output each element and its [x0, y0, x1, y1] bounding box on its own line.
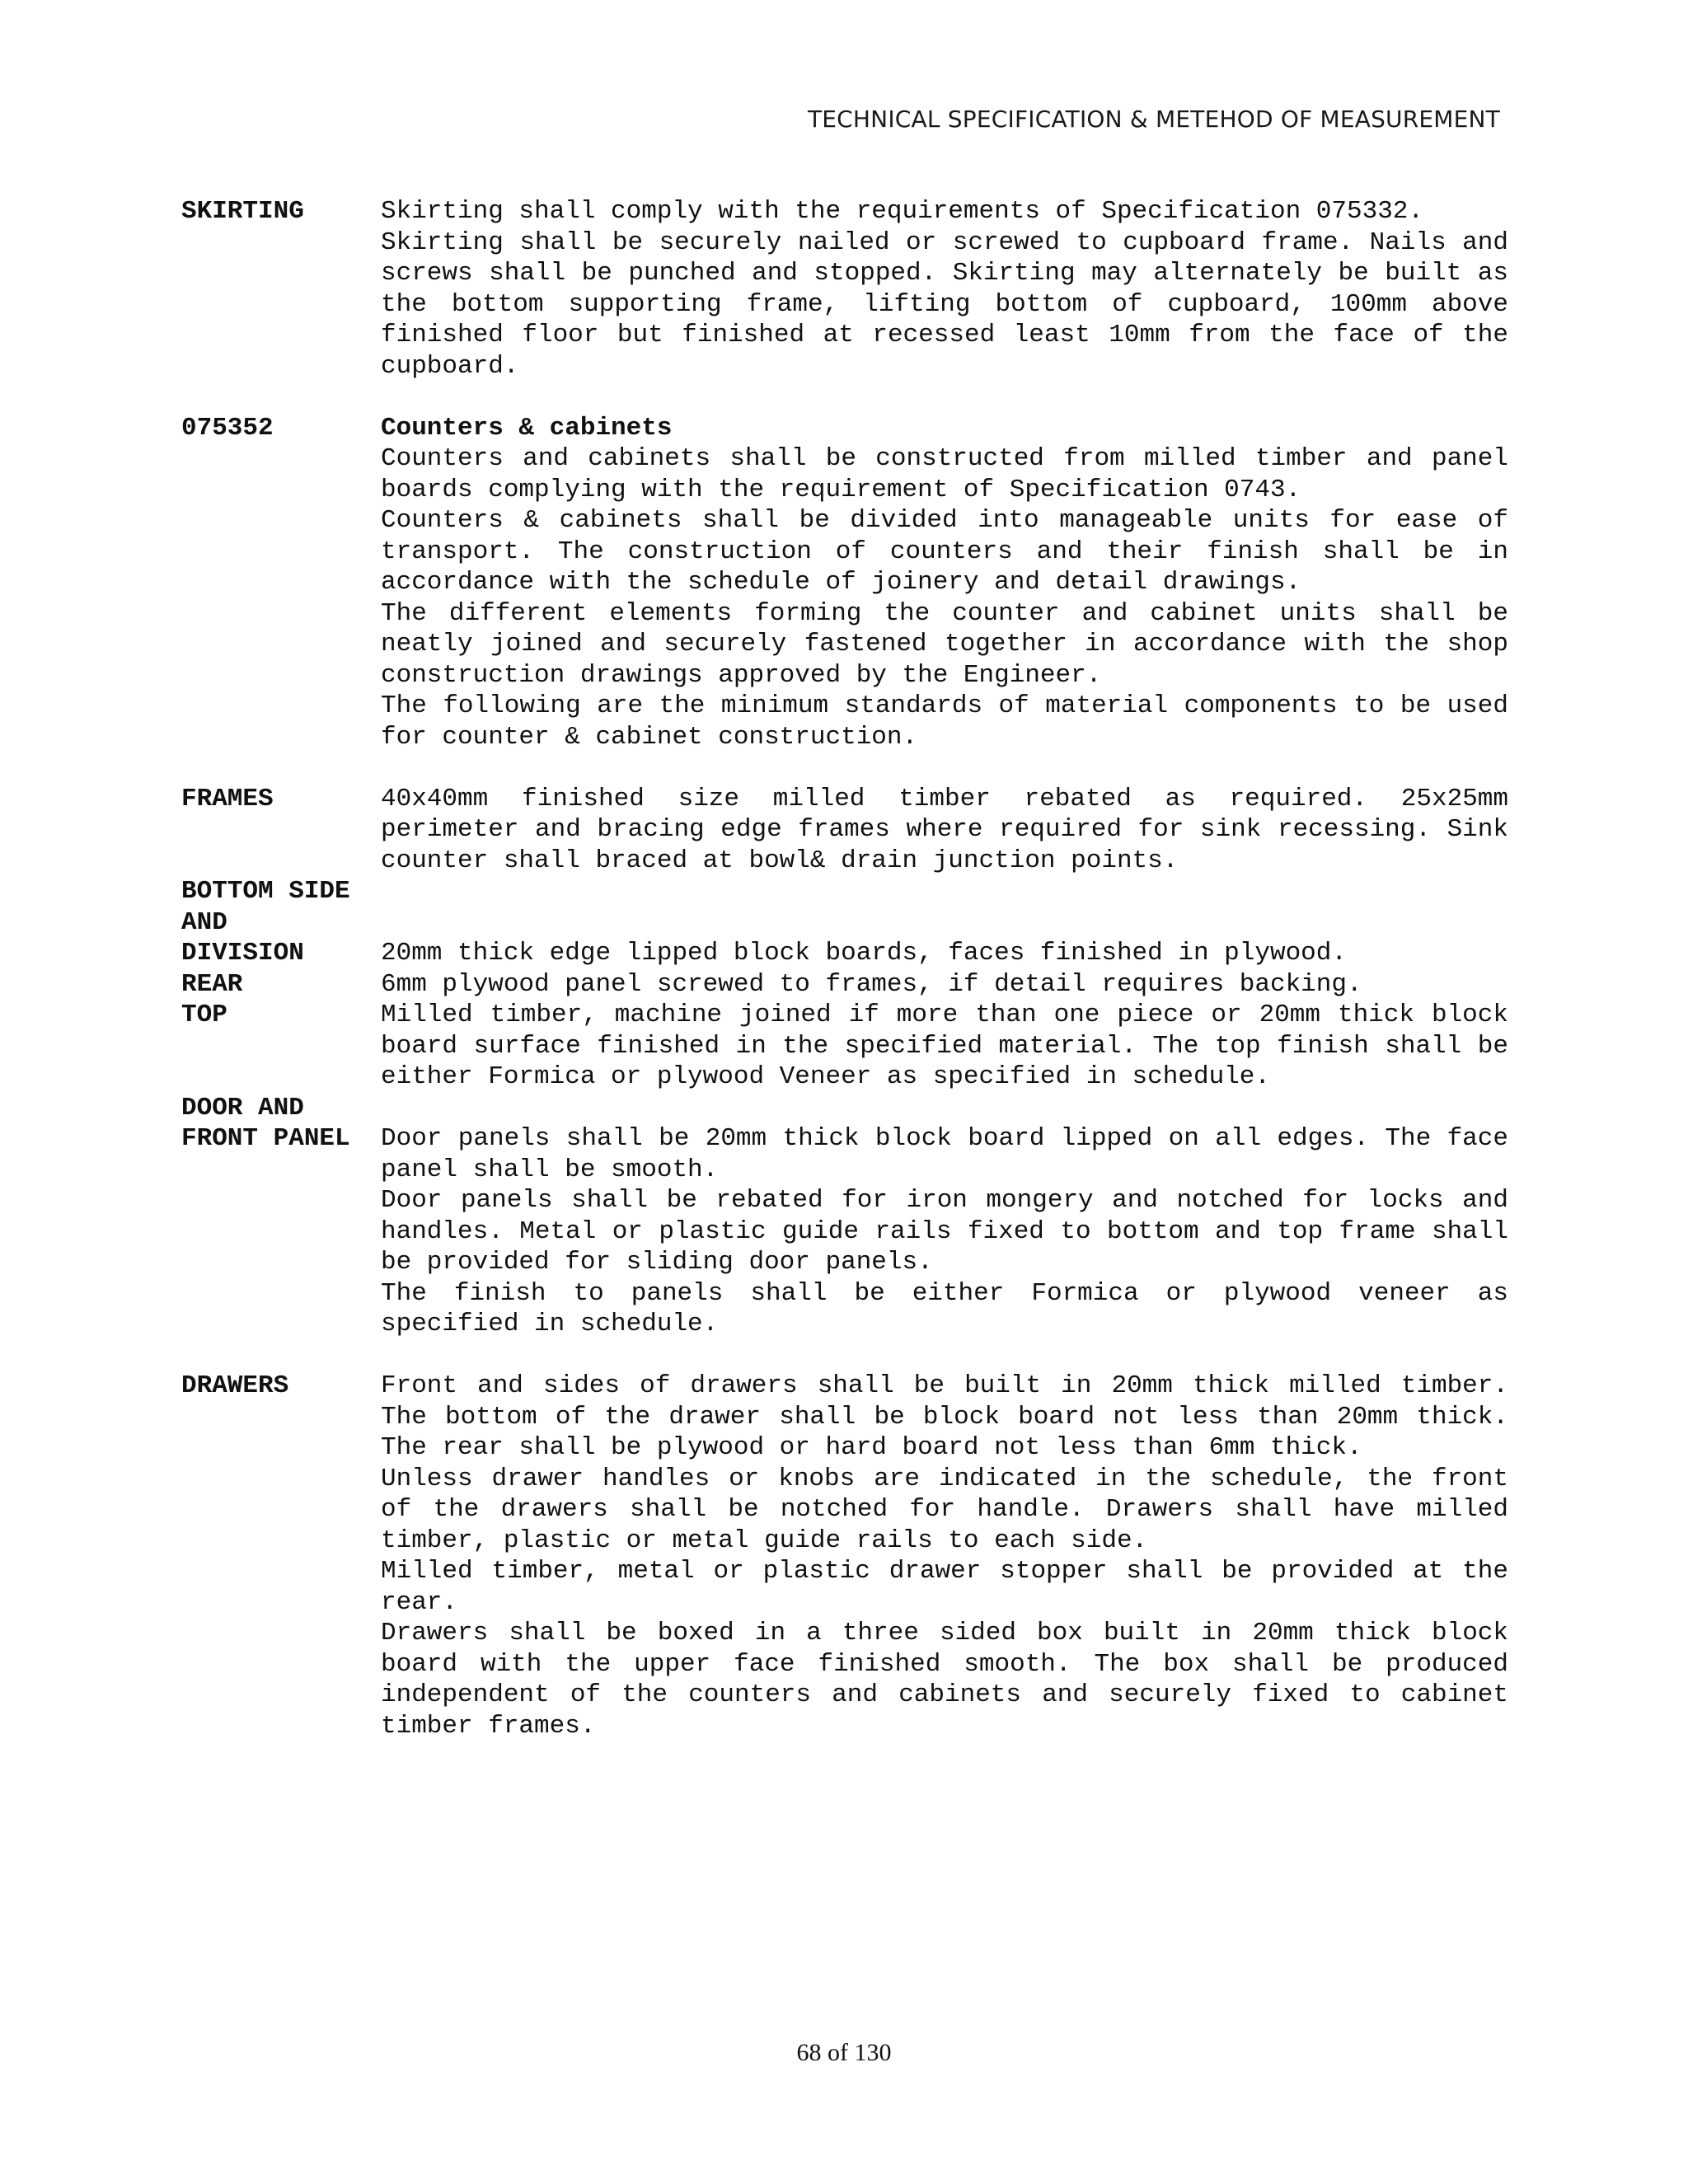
- paragraph: Counters and cabinets shall be constructed from milled timber and panel boards complying with the requirement of Specification 0743.: [381, 444, 1508, 504]
- paragraph: The following are the minimum standards of material components to be used for counter & cabinet construction.: [381, 691, 1508, 752]
- paragraph: Milled timber, machine joined if more than one piece or 20mm thick block board surface finished in the specified material. The top finish shall be either Formica or plywood Veneer as specified in schedule.: [381, 1001, 1508, 1091]
- document-body: [181, 196, 1508, 1741]
- section-label: REAR: [181, 969, 243, 999]
- paragraph: Front and sides of drawers shall be built in 20mm thick milled timber. The bottom of the drawer shall be block board not less than 20mm thick. The rear shall be plywood or hard board not less than 6mm thick.: [381, 1371, 1508, 1462]
- paragraph: The finish to panels shall be either Formica or plywood veneer as specified in schedule.: [381, 1278, 1508, 1338]
- paragraph: Drawers shall be boxed in a three sided box built in 20mm thick block board with the upper face finished smooth. The box shall be produced independent of the counters and cabinets and securely fixed to cabinet timber frames.: [381, 1619, 1508, 1741]
- section-label: SKIRTING: [181, 197, 304, 226]
- section-label: BOTTOM SIDE AND DIVISION: [181, 877, 350, 968]
- paragraph: Skirting shall comply with the requirements of Specification 075332.: [381, 197, 1424, 226]
- paragraph: Unless drawer handles or knobs are indicated in the schedule, the front of the drawers shall be notched for handle. Drawers shall have milled timber, plastic or metal guide rails to each side.: [381, 1464, 1508, 1555]
- section-heading: Counters & cabinets: [381, 413, 673, 443]
- section-top: [181, 1000, 1508, 1093]
- section-label: FRAMES: [181, 784, 274, 813]
- paragraph: Door panels shall be rebated for iron mongery and notched for locks and handles. Metal or plastic guide rails fixed to bottom and top frame shall be provided for sliding door panels.: [381, 1186, 1508, 1277]
- paragraph: Skirting shall be securely nailed or screwed to cupboard frame. Nails and screws shall be punched and stopped. Skirting may alternately be built as the bottom supporting frame, lifting bottom of cupboard, 100mm above finished floor but finished at recessed least 10mm from the face of the cupboard.: [381, 227, 1508, 381]
- paragraph: Milled timber, metal or plastic drawer stopper shall be provided at the rear.: [381, 1557, 1508, 1617]
- page-number: 68 of 130: [796, 2039, 892, 2066]
- section-label: DOOR AND FRONT PANEL: [181, 1093, 350, 1153]
- section-skirting: [181, 196, 1508, 382]
- section-text: [381, 413, 1508, 753]
- paragraph: 20mm thick edge lipped block boards, faces finished in plywood.: [381, 939, 1347, 968]
- section-text: [381, 876, 1508, 969]
- paragraph: 40x40mm finished size milled timber rebated as required. 25x25mm perimeter and bracing edge frames where required for sink recessing. Sink counter shall braced at bowl& drain junction points.: [381, 784, 1508, 875]
- section-rear: [181, 969, 1508, 1001]
- section-label: DRAWERS: [181, 1371, 289, 1400]
- section-drawers: [181, 1371, 1508, 1741]
- section-text: [381, 1371, 1508, 1741]
- section-label: TOP: [181, 1001, 227, 1029]
- paragraph: Door panels shall be 20mm thick block board lipped on all edges. The face panel shall be smooth.: [381, 1124, 1508, 1184]
- paragraph: The different elements forming the counter and cabinet units shall be neatly joined and securely fastened together in accordance with the shop construction drawings approved by the Engineer.: [381, 598, 1508, 690]
- section-frames: [181, 784, 1508, 877]
- section-text: [381, 969, 1508, 1001]
- section-text: [381, 196, 1508, 382]
- section-bottom-side: [181, 876, 1508, 969]
- document-header: TECHNICAL SPECIFICATION & METEHOD OF MEASUREMENT: [807, 105, 1500, 133]
- section-text: [381, 784, 1508, 877]
- section-label: 075352: [181, 413, 274, 443]
- paragraph: 6mm plywood panel screwed to frames, if detail requires backing.: [381, 969, 1362, 999]
- paragraph: Counters & cabinets shall be divided into manageable units for ease of transport. The construction of counters and their finish shall be in accordance with the schedule of joinery and detail drawings.: [381, 506, 1508, 597]
- section-text: [381, 1000, 1508, 1093]
- section-counters: [181, 413, 1508, 753]
- section-door: [181, 1093, 1508, 1340]
- section-text: [381, 1093, 1508, 1340]
